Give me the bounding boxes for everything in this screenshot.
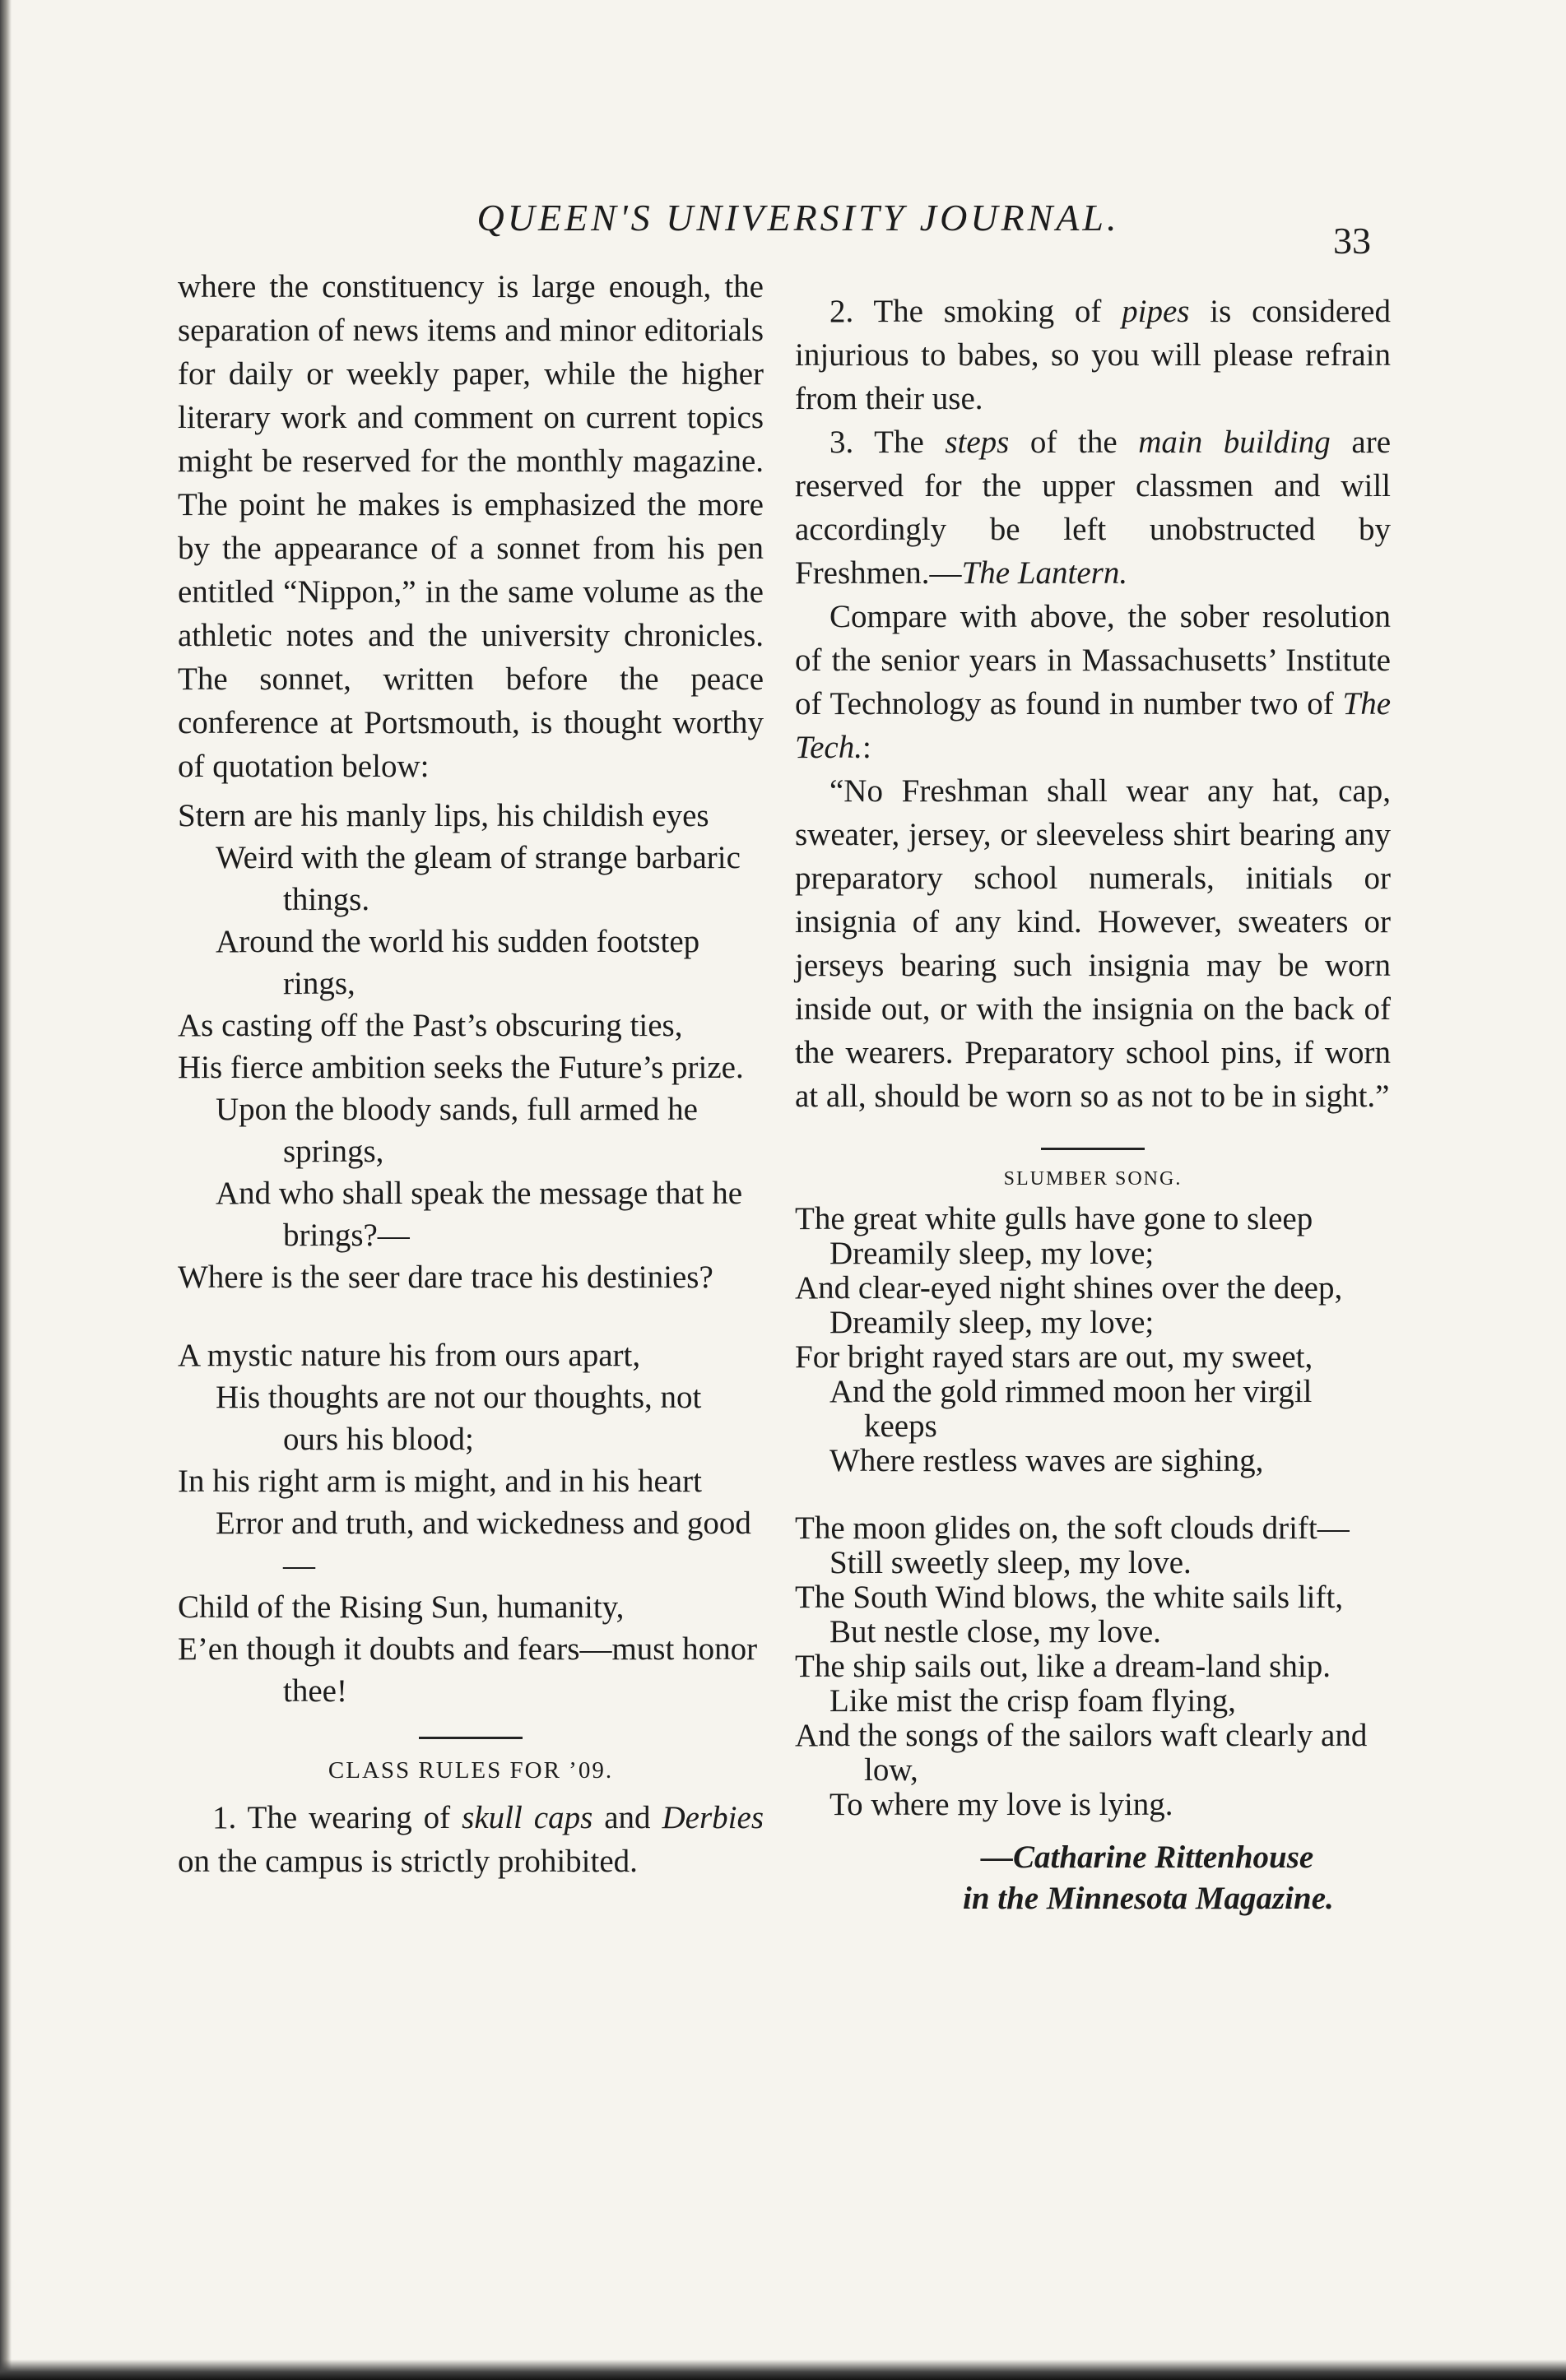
opening-paragraph: where the constituency is large enough, the separation of news items and minor editorials for daily or weekly paper, while the higher literary work and comment on current topics might be reserved for the monthly magazine. The point he makes is emphasized the more by the appearance of a sonnet from his pen entitled “Nippon,” in the same volume as the athletic notes and the university chronicles. The sonnet, written before the peace conference at Portsmouth, is thought worthy of quotation below: <box>178 269 764 784</box>
verse-line: E’en though it doubts and fears—must honor thee! <box>178 1631 758 1709</box>
verse-line: And clear-eyed night shines over the deep, <box>795 1270 1343 1306</box>
attribution-source: in the Minnesota Magazine. <box>963 1881 1334 1916</box>
verse-line: But nestle close, my love. <box>829 1614 1161 1649</box>
verse-line: Dreamily sleep, my love; <box>829 1236 1155 1271</box>
rule-3-paragraph: 3. The steps of the main building are reserved for the upper classmen and will accordingly be left unobstructed by Freshmen.—The Lantern. <box>795 425 1391 591</box>
verse-line: The moon glides on, the soft clouds drift— <box>795 1510 1350 1546</box>
slumber-song-heading: SLUMBER SONG. <box>1003 1168 1183 1190</box>
verse-line: Weird with the gleam of strange barbaric things. <box>216 840 741 917</box>
verse-line: And the songs of the sailors waft clearly and low, <box>795 1718 1368 1788</box>
verse-line: His thoughts are not our thoughts, not ours his blood; <box>216 1380 702 1457</box>
page-left-edge-shadow <box>0 0 12 2380</box>
tech-quote-paragraph: “No Freshman shall wear any hat, cap, sweater, jersey, or sleeveless shirt bearing any preparatory school numerals, initials or insignia of any kind. However, sweaters or jerseys bearing such insignia may be worn inside out, or with the insignia on the back of the wearers. Preparatory school pins, if worn at all, should be worn so as not to be in sight.” <box>795 773 1391 1114</box>
verse-line: The ship sails out, like a dream-land ship. <box>795 1649 1331 1684</box>
sonnet-octave <box>178 795 764 1298</box>
verse-line: Where restless waves are sighing, <box>829 1443 1264 1478</box>
verse-line: To where my love is lying. <box>829 1787 1173 1822</box>
verse-line: For bright rayed stars are out, my sweet, <box>795 1339 1313 1375</box>
compare-paragraph: Compare with above, the sober resolution of the senior years in Massachusetts’ Institute of Technology as found in number two of The Tech.: <box>795 599 1391 765</box>
verse-line: Around the world his sudden footstep rings, <box>216 924 700 1001</box>
verse-line: Still sweetly sleep, my love. <box>829 1545 1192 1580</box>
verse-line: Error and truth, and wickedness and good— <box>216 1505 751 1583</box>
section-divider <box>419 1737 523 1739</box>
page-number: 33 <box>1333 220 1371 262</box>
section-divider <box>1041 1148 1145 1150</box>
verse-line: His fierce ambition seeks the Future’s prize. <box>178 1050 744 1085</box>
verse-line: Dreamily sleep, my love; <box>829 1305 1155 1340</box>
verse-line: Upon the bloody sands, full armed he springs, <box>216 1092 698 1169</box>
verse-line: In his right arm is might, and in his heart <box>178 1464 702 1499</box>
verse-line: Child of the Rising Sun, humanity, <box>178 1589 625 1625</box>
class-rules-heading: CLASS RULES FOR ’09. <box>328 1757 614 1784</box>
left-column <box>178 265 764 1883</box>
verse-line: The South Wind blows, the white sails lift, <box>795 1580 1344 1615</box>
slumber-stanza-1 <box>795 1202 1391 1478</box>
verse-line: The great white gulls have gone to sleep <box>795 1201 1313 1236</box>
page-bottom-edge-shadow <box>0 2359 1566 2380</box>
right-column <box>795 290 1391 1919</box>
slumber-stanza-2 <box>795 1511 1391 1822</box>
rule-1-paragraph: 1. The wearing of skull caps and Derbies on the campus is strictly prohibited. <box>178 1800 764 1879</box>
verse-line: And the gold rimmed moon her virgil keeps <box>829 1374 1313 1444</box>
verse-line: Stern are his manly lips, his childish eyes <box>178 798 709 833</box>
running-title: QUEEN'S UNIVERSITY JOURNAL. <box>476 197 1120 239</box>
rule-2-paragraph: 2. The smoking of pipes is considered injurious to babes, so you will please refrain from their use. <box>795 294 1391 416</box>
verse-line: As casting off the Past’s obscuring ties, <box>178 1008 683 1043</box>
verse-line: Where is the seer dare trace his destinies? <box>178 1260 713 1295</box>
verse-line: Like mist the crisp foam flying, <box>829 1683 1236 1719</box>
verse-line: A mystic nature his from ours apart, <box>178 1338 641 1373</box>
sonnet-sestet <box>178 1334 764 1712</box>
attribution-author: —Catharine Rittenhouse <box>981 1840 1314 1875</box>
verse-line: And who shall speak the message that he brings?— <box>216 1176 743 1253</box>
